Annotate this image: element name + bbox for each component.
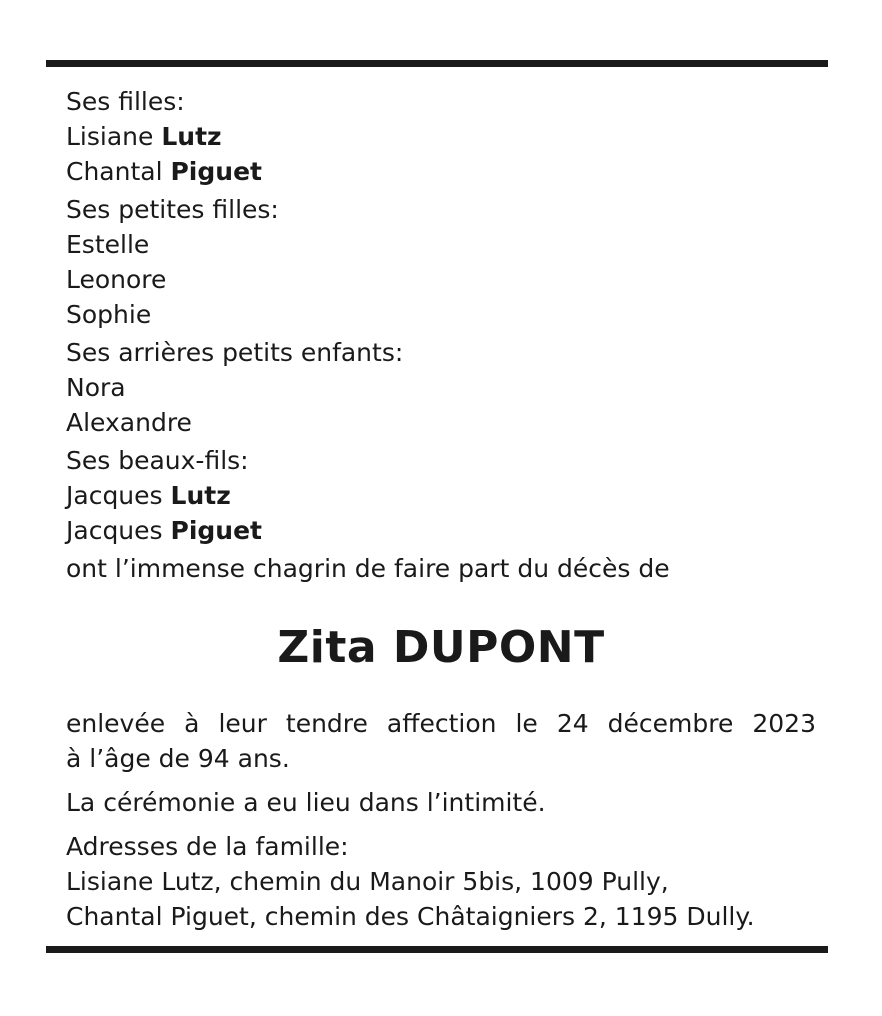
daughters-heading: Ses filles: — [66, 87, 185, 116]
great-grandchildren-section — [66, 335, 816, 440]
granddaughters-heading: Ses petites filles: — [66, 195, 279, 224]
announcement-text: ont l’immense chagrin de faire part du décès de — [66, 554, 670, 583]
daughter-name: Chantal Piguet — [66, 157, 262, 186]
death-date-line: enlevée à leur tendre affection le 24 décembre 2023 — [66, 709, 816, 738]
granddaughter-name: Leonore — [66, 265, 167, 294]
addresses-section — [66, 829, 816, 934]
sons-in-law-section — [66, 443, 816, 548]
daughter-name: Lisiane Lutz — [66, 122, 222, 151]
addresses-heading: Adresses de la famille: — [66, 832, 349, 861]
death-details — [66, 706, 816, 776]
great-grandchildren-heading: Ses arrières petits enfants: — [66, 338, 404, 367]
deceased-name: Zita DUPONT — [277, 622, 605, 673]
son-in-law-name: Jacques Lutz — [66, 481, 231, 510]
granddaughters-section — [66, 192, 816, 332]
granddaughter-name: Estelle — [66, 230, 150, 259]
age-line: à l’âge de 94 ans. — [66, 744, 290, 773]
top-divider — [46, 60, 828, 67]
address-line: Lisiane Lutz, chemin du Manoir 5bis, 1009 Pully, — [66, 867, 669, 896]
sons-in-law-heading: Ses beaux-fils: — [66, 446, 249, 475]
daughters-section — [66, 84, 816, 189]
great-grandchild-name: Alexandre — [66, 408, 192, 437]
address-line: Chantal Piguet, chemin des Châtaigniers 2, 1195 Dully. — [66, 902, 755, 931]
great-grandchild-name: Nora — [66, 373, 126, 402]
bottom-divider — [46, 946, 828, 953]
son-in-law-name: Jacques Piguet — [66, 516, 263, 545]
granddaughter-name: Sophie — [66, 300, 152, 329]
obituary-notice — [66, 84, 816, 937]
ceremony-section — [66, 785, 816, 820]
ceremony-text: La cérémonie a eu lieu dans l’intimité. — [66, 788, 546, 817]
